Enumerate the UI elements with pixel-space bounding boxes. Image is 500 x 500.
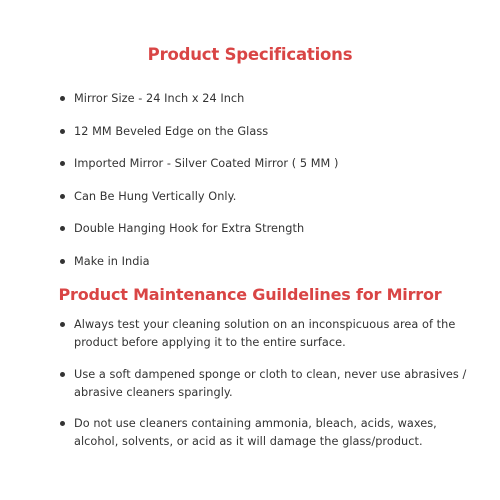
maintenance-item-text: Always test your cleaning solution on an inconspicuous area of the product before applying it to the entire surface.: [74, 318, 456, 349]
bullet-icon: [60, 226, 65, 231]
spec-item-text: Imported Mirror - Silver Coated Mirror ( 5 MM ): [74, 157, 339, 170]
bullet-icon: [60, 421, 65, 426]
spec-item-text: Double Hanging Hook for Extra Strength: [74, 222, 305, 235]
maintenance-item-text: Use a soft dampened sponge or cloth to clean, never use abrasives / abrasive cleaners sparingly.: [74, 368, 467, 399]
spec-item-imported-mirror: [60, 155, 470, 173]
spec-item-text: 12 MM Beveled Edge on the Glass: [74, 125, 269, 138]
maintenance-item-text: Do not use cleaners containing ammonia, bleach, acids, waxes, alcohol, solvents, or acid as it will damage the glass/product.: [74, 417, 437, 448]
bullet-icon: [60, 96, 65, 101]
spec-item-text: Can Be Hung Vertically Only.: [74, 190, 237, 203]
bullet-icon: [60, 372, 65, 377]
spec-item-beveled-edge: [60, 123, 470, 141]
maintenance-item-soft-sponge: [60, 366, 470, 401]
bullet-icon: [60, 161, 65, 166]
spec-item-mirror-size: [60, 90, 470, 108]
maintenance-heading: Product Maintenance Guildelines for Mirror: [58, 285, 442, 304]
spec-item-hung-vertically: [60, 188, 470, 206]
spec-item-origin: [60, 253, 470, 271]
bullet-icon: [60, 322, 65, 327]
spec-item-hanging-hook: [60, 220, 470, 238]
maintenance-item-no-harsh-cleaners: [60, 415, 470, 450]
spec-item-text: Mirror Size - 24 Inch x 24 Inch: [74, 92, 245, 105]
specifications-heading: Product Specifications: [147, 45, 353, 64]
bullet-icon: [60, 194, 65, 199]
spec-item-text: Make in India: [74, 255, 150, 268]
maintenance-item-test-solution: [60, 316, 470, 351]
bullet-icon: [60, 259, 65, 264]
bullet-icon: [60, 129, 65, 134]
